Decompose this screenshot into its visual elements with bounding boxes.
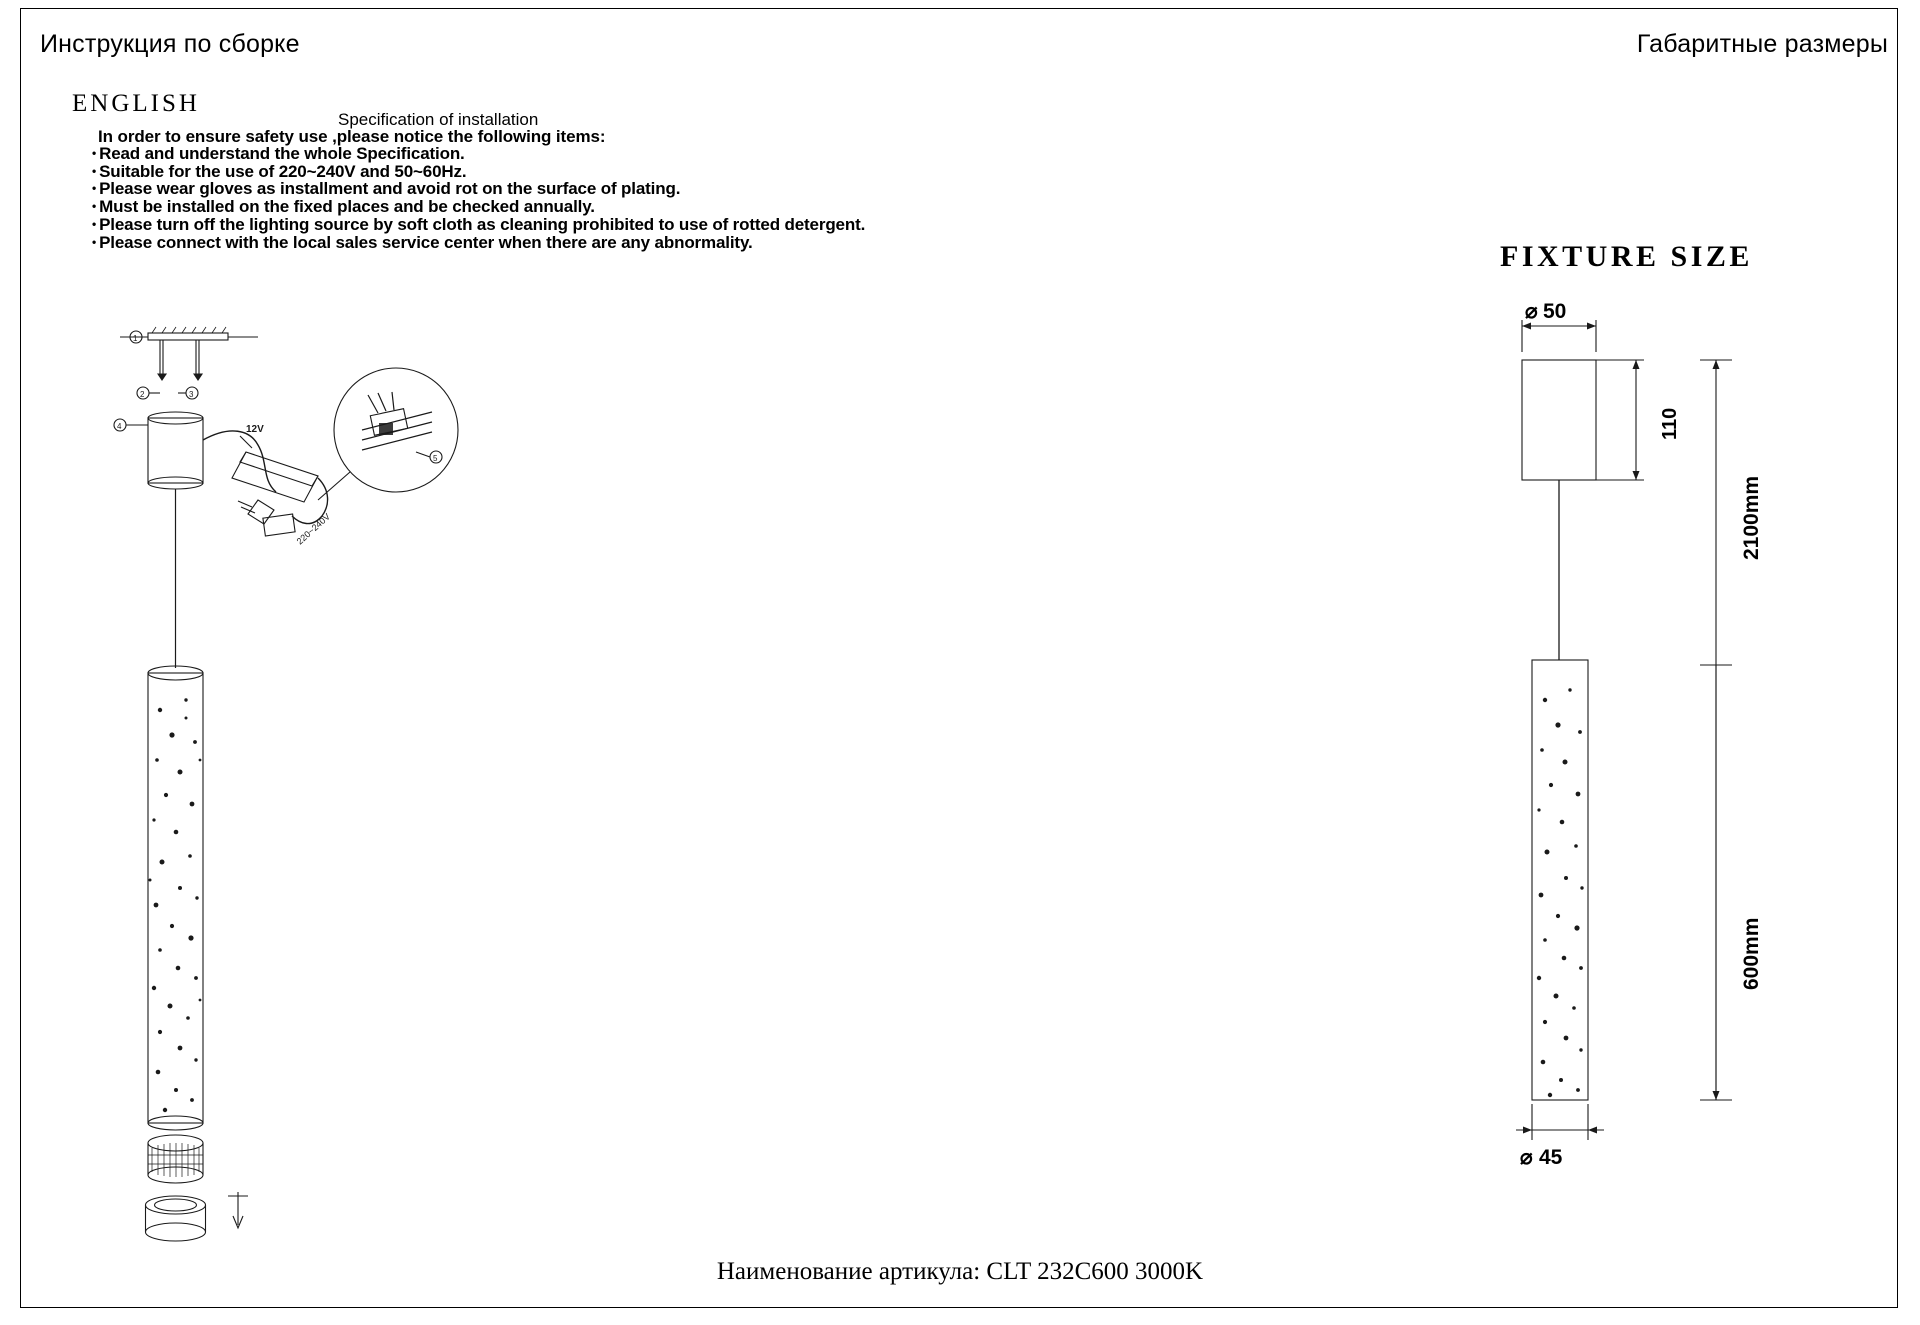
spec-intro: In order to ensure safety use ,please notice the following items: xyxy=(98,127,606,146)
spec-item: • Please connect with the local sales service center when there are any abnormality. xyxy=(92,234,865,251)
spec-item: • Please wear gloves as installment and avoid rot on the surface of plating. xyxy=(92,180,865,197)
page-title-left: Инструкция по сборке xyxy=(40,30,300,58)
total-height-value: 2100mm xyxy=(1740,475,1763,560)
bottom-diameter-dimension xyxy=(1516,1104,1604,1140)
spec-title: Specification of installation xyxy=(338,110,539,129)
svg-text:1: 1 xyxy=(133,334,138,343)
canopy-height-dimension xyxy=(1596,360,1644,480)
svg-text:12V: 12V xyxy=(246,424,264,435)
spec-item: • Suitable for the use of 220~240V and 50~60Hz. xyxy=(92,163,865,180)
canopy-height-value: 110 xyxy=(1659,407,1681,440)
top-diameter-symbol: ⌀ xyxy=(1525,300,1538,323)
bubble-texture-dimension xyxy=(1537,688,1584,1097)
canopy-outline xyxy=(1522,360,1596,480)
top-diameter-dimension xyxy=(1522,320,1596,352)
spec-item: • Please turn off the lighting source by soft cloth as cleaning prohibited to use of rotted detergent. xyxy=(92,216,865,233)
fixture-size-title: FIXTURE SIZE xyxy=(1500,240,1753,273)
top-diameter-value: 50 xyxy=(1543,300,1567,323)
body-height-value: 600mm xyxy=(1740,917,1763,990)
svg-text:220~240V: 220~240V xyxy=(294,511,333,547)
spec-item: • Read and understand the whole Specification. xyxy=(92,145,865,162)
spec-item: • Must be installed on the fixed places and be checked annually. xyxy=(92,198,865,215)
page-title-right: Габаритные размеры xyxy=(1636,30,1888,58)
bottom-diameter-value: 45 xyxy=(1539,1146,1563,1169)
svg-text:4: 4 xyxy=(117,422,122,431)
svg-text:3: 3 xyxy=(189,390,194,399)
language-label: ENGLISH xyxy=(72,90,200,117)
bottom-diameter-symbol: ⌀ xyxy=(1520,1146,1533,1169)
body-height-dimension xyxy=(1700,665,1732,1100)
svg-text:2: 2 xyxy=(140,390,145,399)
article-name: Наименование артикула: CLT 232C600 3000K xyxy=(716,1258,1204,1285)
svg-text:5: 5 xyxy=(433,454,438,463)
